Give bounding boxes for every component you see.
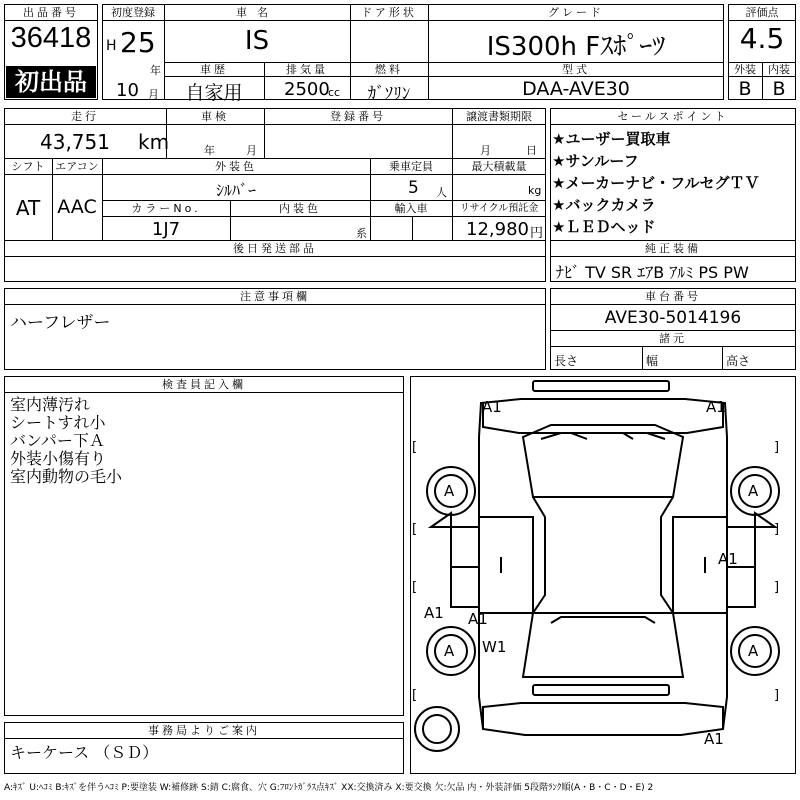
registration-year: 25: [120, 26, 156, 59]
dimensions-label: 諸元: [659, 332, 687, 345]
sales-point-item: ★ＬＥＤヘッド: [552, 218, 656, 236]
capacity-unit: 人: [436, 186, 447, 199]
int-color-label: 内装色: [279, 202, 321, 215]
equipment-label: 純正装備: [645, 242, 701, 255]
inspector-note: 室内薄汚れ: [10, 395, 91, 414]
recycle-value: 12,980: [466, 219, 529, 240]
interior-grade-label: 内装: [768, 63, 790, 76]
inspector-note: 室内動物の毛小: [10, 467, 123, 486]
notes-value: ハーフレザー: [10, 313, 111, 333]
recycle-unit: 円: [530, 226, 544, 241]
car-name-value: IS: [244, 26, 270, 56]
exterior-grade-label: 外装: [734, 63, 756, 76]
registration-label: 初度登録: [111, 6, 155, 19]
sales-point-item: ★サンルーフ: [552, 152, 639, 170]
car-name-label: 車名: [236, 6, 278, 19]
max-load-label: 最大積載量: [471, 160, 527, 173]
sales-points-list: [552, 128, 794, 238]
shift-label: シフト: [11, 160, 45, 173]
inspector-label: 検査員記入欄: [162, 378, 246, 391]
office-value: キーケース （ＳＤ）: [10, 743, 159, 762]
color-no-value: 1J7: [151, 219, 181, 240]
dimension-width-label: 幅: [646, 354, 659, 368]
inspector-notes: [10, 396, 122, 486]
registration-month-unit: 月: [148, 88, 159, 101]
bracket-right-rear-close: ]: [774, 688, 780, 703]
equipment-value: ﾅﾋﾞ TV SR ｴｱB ｱﾙﾐ PS PW: [556, 263, 749, 282]
inspector-note: バンパー下Ａ: [10, 431, 105, 450]
displacement-value: 2500: [284, 79, 330, 100]
mileage-value: 43,751: [40, 130, 110, 154]
transfer-month-unit: 月: [480, 144, 491, 157]
transfer-label: 譲渡書類期限: [466, 110, 532, 123]
damage-mark-rear-left-repair: W1: [482, 638, 507, 656]
bracket-left-mid-open: [: [412, 522, 418, 537]
capacity-label: 乗車定員: [389, 160, 433, 173]
damage-mark-right-door: A1: [718, 550, 738, 568]
damage-mark-left-rear: A1: [468, 610, 488, 628]
bracket-right-lower-close: ]: [774, 580, 780, 595]
damage-mark-left-quarter: A1: [424, 604, 444, 622]
notes-label: 注意事項欄: [240, 290, 310, 303]
dimension-length-label: 長さ: [554, 354, 579, 368]
model-value: DAA-AVE30: [522, 78, 630, 100]
office-label: 事務局よりご案内: [148, 724, 260, 737]
model-label: 型式: [562, 63, 590, 76]
aircon-label: エアコン: [55, 160, 99, 173]
reg-number-label: 登録番号: [330, 110, 386, 123]
damage-mark-wheel-front-right: A: [748, 482, 759, 500]
inspection-year-unit: 年: [204, 144, 215, 157]
fuel-value: ｶﾞｿﾘﾝ: [367, 84, 411, 104]
ext-color-value: ｼﾙﾊﾞｰ: [215, 181, 256, 200]
int-color-unit: 系: [356, 227, 367, 240]
bracket-left-upper-open: [: [412, 440, 418, 455]
recycle-label: リサイクル預託金: [459, 203, 539, 214]
fuel-label: 燃料: [375, 63, 403, 76]
door-label: ドア形状: [361, 6, 417, 19]
legend-text: A:ｷｽﾞ U:ﾍｺﾐ B:ｷｽﾞを伴うﾍｺﾐ P:要塗装 W:補修跡 S:錆 C:腐食、穴 G:ﾌﾛﾝﾄｶﾞﾗｽ点ｷｽﾞ XX:交換済み X:要交換 欠:欠品 内・外装評価 5段階ﾗﾝｸ順(A・B・C・D・E) 2: [4, 783, 654, 793]
dimension-height-label: 高さ: [726, 354, 751, 368]
exterior-grade-value: B: [738, 78, 752, 100]
max-load-unit: kg: [528, 184, 542, 197]
damage-mark-wheel-rear-left: A: [444, 642, 455, 660]
bracket-left-rear-open: [: [412, 688, 418, 703]
transfer-day-unit: 日: [526, 144, 537, 157]
import-label: 輸入車: [394, 202, 428, 215]
sales-point-item: ★ユーザー買取車: [552, 130, 671, 148]
sales-point-item: ★バックカメラ: [552, 196, 656, 214]
sales-point-item: ★メーカーナビ・フルセグＴＶ: [552, 174, 760, 192]
lot-label: 出品番号: [23, 6, 79, 19]
car-diagram: [410, 376, 796, 774]
color-no-label: カラーNo.: [131, 202, 201, 215]
sales-points-label: セールスポイント: [617, 110, 729, 123]
damage-mark-wheel-front-left: A: [444, 482, 455, 500]
inspection-label: 車検: [201, 110, 229, 123]
damage-mark-rear-right: A1: [704, 730, 724, 748]
inspection-month-unit: 月: [246, 144, 257, 157]
damage-mark-front-right: A1: [706, 398, 726, 416]
history-label: 車歴: [200, 63, 228, 76]
damage-mark-front-left: A1: [482, 398, 502, 416]
inspector-note: 外装小傷有り: [10, 449, 107, 468]
history-value: 自家用: [185, 82, 243, 104]
chassis-label: 車台番号: [645, 290, 701, 303]
registration-era: H: [106, 38, 117, 54]
mileage-unit: km: [138, 130, 170, 154]
displacement-label: 排気量: [286, 63, 328, 76]
interior-grade-value: B: [772, 78, 786, 100]
car-diagram-svg: [411, 377, 795, 773]
first-listing-badge: 初出品: [6, 66, 96, 98]
chassis-value: AVE30-5014196: [604, 308, 742, 328]
lot-number: 36418: [10, 22, 92, 54]
damage-mark-wheel-rear-right: A: [748, 642, 759, 660]
grade-value: IS300h Fｽﾎﾟｰﾂ: [486, 32, 666, 62]
ext-color-label: 外装色: [215, 160, 257, 173]
rating-label: 評価点: [745, 6, 779, 19]
displacement-unit: cc: [328, 86, 341, 99]
shift-value: AT: [15, 196, 41, 220]
grade-label: グレード: [548, 6, 604, 19]
capacity-value: 5: [408, 178, 419, 198]
mileage-label: 走行: [71, 110, 99, 123]
inspector-note: シートすれ小: [10, 413, 106, 432]
rating-value: 4.5: [739, 22, 785, 55]
later-parts-label: 後日発送部品: [233, 242, 317, 255]
aircon-value: AAC: [57, 196, 97, 218]
registration-year-unit: 年: [150, 64, 161, 77]
bracket-left-lower-open: [: [412, 580, 418, 595]
bracket-right-mid-close: ]: [774, 522, 780, 537]
registration-month: 10: [116, 80, 139, 101]
bracket-right-upper-close: ]: [774, 440, 780, 455]
